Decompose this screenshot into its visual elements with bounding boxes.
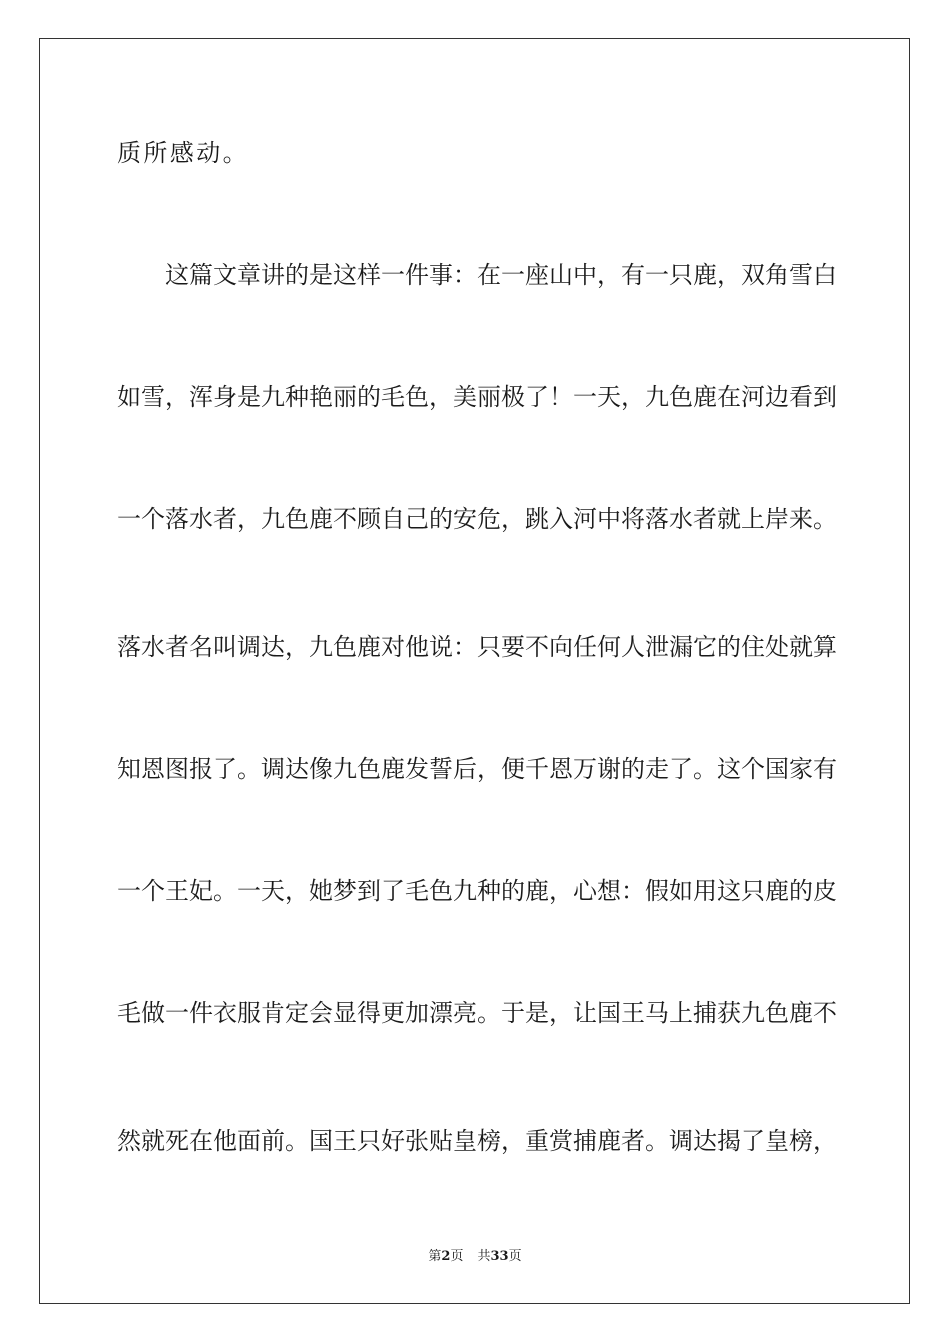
page-suffix: 页	[450, 1249, 464, 1264]
text-line-9: 然就死在他面前。国王只好张贴皇榜，重赏捕鹿者。调达揭了皇榜，	[117, 1127, 837, 1155]
text-line-6: 知恩图报了。调达像九色鹿发誓后，便千恩万谢的走了。这个国家有	[117, 755, 837, 783]
page-number: 2	[441, 1249, 451, 1264]
page-prefix: 第	[428, 1249, 442, 1264]
total-suffix: 页	[508, 1249, 522, 1264]
text-line-7: 一个王妃。一天，她梦到了毛色九种的鹿，心想：假如用这只鹿的皮	[117, 877, 837, 905]
text-line-4: 一个落水者，九色鹿不顾自己的安危，跳入河中将落水者就上岸来。	[117, 505, 837, 533]
text-line-8: 毛做一件衣服肯定会显得更加漂亮。于是，让国王马上捕获九色鹿不	[117, 999, 837, 1027]
page-footer	[0, 1248, 950, 1266]
page-border	[39, 38, 910, 1304]
text-line-3: 如雪，浑身是九种艳丽的毛色，美丽极了！一天，九色鹿在河边看到	[117, 383, 837, 411]
text-line-2: 这篇文章讲的是这样一件事：在一座山中，有一只鹿，双角雪白	[165, 261, 837, 289]
total-prefix: 共	[477, 1249, 491, 1264]
text-line-1: 质所感动。	[117, 139, 249, 167]
total-pages: 33	[490, 1249, 509, 1264]
text-line-5: 落水者名叫调达，九色鹿对他说：只要不向任何人泄漏它的住处就算	[117, 633, 837, 661]
